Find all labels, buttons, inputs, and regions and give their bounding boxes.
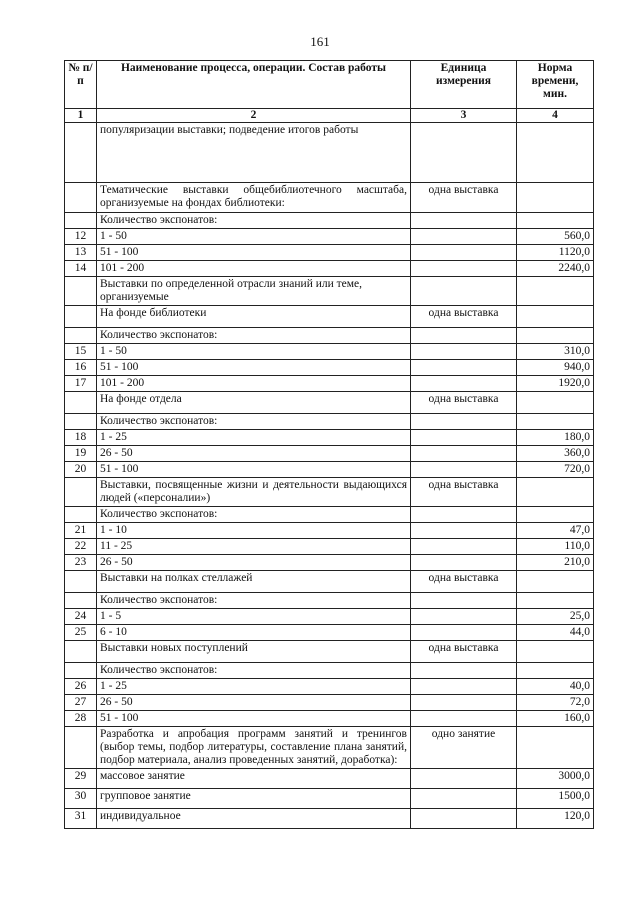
row-number: 16: [65, 360, 97, 376]
row-norm: 560,0: [517, 229, 594, 245]
row-unit: [411, 769, 517, 789]
row-unit: одна выставка: [411, 641, 517, 663]
row-number: 25: [65, 625, 97, 641]
row-unit: [411, 462, 517, 478]
row-unit: [411, 328, 517, 344]
row-unit: [411, 376, 517, 392]
row-name: Разработка и апробация программ занятий и тренингов (выбор темы, подбор литературы, составление плана занятий, подбор материала, анализ проведенных занятий, доработка):: [97, 727, 411, 769]
row-name: Тематические выставки общебиблиотечного масштаба, организуемые на фондах библиотеки:: [97, 183, 411, 213]
row-norm: 160,0: [517, 711, 594, 727]
row-norm: [517, 414, 594, 430]
table-row: [65, 809, 594, 829]
row-name: 51 - 100: [97, 360, 411, 376]
row-norm: [517, 478, 594, 507]
column-index: 4: [517, 109, 594, 123]
row-norm: [517, 183, 594, 213]
row-number: [65, 727, 97, 769]
row-name: Выставки по определенной отрасли знаний или теме, организуемые: [97, 277, 411, 306]
table-row: [65, 769, 594, 789]
row-name: Выставки на полках стеллажей: [97, 571, 411, 593]
row-name: Количество экспонатов:: [97, 663, 411, 679]
row-name: 1 - 50: [97, 229, 411, 245]
row-unit: одна выставка: [411, 183, 517, 213]
row-unit: [411, 213, 517, 229]
table-row: [65, 344, 594, 360]
table-row: [65, 183, 594, 213]
table-row: [65, 679, 594, 695]
row-number: 12: [65, 229, 97, 245]
row-unit: [411, 261, 517, 277]
table-row: [65, 245, 594, 261]
row-unit: [411, 539, 517, 555]
row-norm: 72,0: [517, 695, 594, 711]
row-number: 26: [65, 679, 97, 695]
row-number: 19: [65, 446, 97, 462]
row-norm: 47,0: [517, 523, 594, 539]
row-norm: [517, 213, 594, 229]
row-number: [65, 123, 97, 183]
row-unit: [411, 711, 517, 727]
row-norm: [517, 392, 594, 414]
row-norm: [517, 727, 594, 769]
row-unit: [411, 695, 517, 711]
row-name: 1 - 5: [97, 609, 411, 625]
row-name: Количество экспонатов:: [97, 213, 411, 229]
table-row: [65, 641, 594, 663]
row-unit: одна выставка: [411, 392, 517, 414]
row-name: 1 - 25: [97, 679, 411, 695]
row-name: Выставки новых поступлений: [97, 641, 411, 663]
row-number: [65, 306, 97, 328]
row-norm: 310,0: [517, 344, 594, 360]
table-row: [65, 213, 594, 229]
row-number: 15: [65, 344, 97, 360]
row-norm: 720,0: [517, 462, 594, 478]
row-name: групповое занятие: [97, 789, 411, 809]
column-index: 2: [97, 109, 411, 123]
row-norm: [517, 328, 594, 344]
row-norm: 44,0: [517, 625, 594, 641]
row-number: [65, 392, 97, 414]
row-number: [65, 571, 97, 593]
row-number: [65, 328, 97, 344]
row-name: Количество экспонатов:: [97, 593, 411, 609]
row-number: 27: [65, 695, 97, 711]
header-name: Наименование процесса, операции. Состав работы: [97, 61, 411, 109]
table-row: [65, 446, 594, 462]
header-unit: Единица измерения: [411, 61, 517, 109]
row-unit: [411, 809, 517, 829]
row-number: [65, 507, 97, 523]
column-index-row: [65, 109, 594, 123]
row-norm: 180,0: [517, 430, 594, 446]
row-norm: 2240,0: [517, 261, 594, 277]
row-unit: [411, 414, 517, 430]
table-row: [65, 625, 594, 641]
table-row: [65, 376, 594, 392]
row-unit: [411, 245, 517, 261]
table-row: [65, 727, 594, 769]
table-row: [65, 360, 594, 376]
table-row: [65, 507, 594, 523]
table-row: [65, 593, 594, 609]
row-number: [65, 663, 97, 679]
row-unit: [411, 446, 517, 462]
row-unit: [411, 229, 517, 245]
row-norm: [517, 571, 594, 593]
row-unit: одно занятие: [411, 727, 517, 769]
row-norm: 360,0: [517, 446, 594, 462]
row-norm: [517, 663, 594, 679]
row-number: 28: [65, 711, 97, 727]
row-name: 1 - 25: [97, 430, 411, 446]
table-row: [65, 609, 594, 625]
row-name: Количество экспонатов:: [97, 507, 411, 523]
row-unit: [411, 789, 517, 809]
row-unit: [411, 344, 517, 360]
row-number: 29: [65, 769, 97, 789]
table-header-row: [65, 61, 594, 109]
table-row: [65, 523, 594, 539]
row-norm: [517, 641, 594, 663]
row-name: 101 - 200: [97, 376, 411, 392]
row-norm: 3000,0: [517, 769, 594, 789]
column-index: 3: [411, 109, 517, 123]
table-row: [65, 392, 594, 414]
column-index: 1: [65, 109, 97, 123]
row-number: [65, 277, 97, 306]
row-unit: одна выставка: [411, 478, 517, 507]
row-name: массовое занятие: [97, 769, 411, 789]
row-norm: 940,0: [517, 360, 594, 376]
table-row: [65, 539, 594, 555]
row-unit: [411, 277, 517, 306]
row-name: 101 - 200: [97, 261, 411, 277]
row-norm: 1920,0: [517, 376, 594, 392]
row-name: 26 - 50: [97, 695, 411, 711]
row-norm: [517, 593, 594, 609]
row-name: 51 - 100: [97, 245, 411, 261]
row-norm: [517, 306, 594, 328]
row-name: На фонде библиотеки: [97, 306, 411, 328]
row-name: На фонде отдела: [97, 392, 411, 414]
row-number: 23: [65, 555, 97, 571]
row-name: 51 - 100: [97, 711, 411, 727]
row-unit: [411, 360, 517, 376]
row-number: 31: [65, 809, 97, 829]
table-row: [65, 711, 594, 727]
row-number: 22: [65, 539, 97, 555]
row-number: [65, 641, 97, 663]
row-norm: 120,0: [517, 809, 594, 829]
table-row: [65, 328, 594, 344]
row-unit: [411, 507, 517, 523]
row-unit: [411, 593, 517, 609]
row-norm: 110,0: [517, 539, 594, 555]
table-row: [65, 663, 594, 679]
header-num: № п/п: [65, 61, 97, 109]
row-unit: [411, 523, 517, 539]
row-number: [65, 593, 97, 609]
row-name: Количество экспонатов:: [97, 328, 411, 344]
row-norm: 210,0: [517, 555, 594, 571]
row-number: 20: [65, 462, 97, 478]
table-row: [65, 571, 594, 593]
row-name: 6 - 10: [97, 625, 411, 641]
row-norm: [517, 123, 594, 183]
row-name: Выставки, посвященные жизни и деятельности выдающихся людей («персоналии»): [97, 478, 411, 507]
row-unit: [411, 123, 517, 183]
table-row: [65, 229, 594, 245]
norms-table: [64, 60, 594, 829]
row-name: 51 - 100: [97, 462, 411, 478]
table-row: [65, 123, 594, 183]
row-number: [65, 414, 97, 430]
row-norm: 25,0: [517, 609, 594, 625]
row-unit: [411, 663, 517, 679]
row-name: 26 - 50: [97, 446, 411, 462]
row-number: 14: [65, 261, 97, 277]
table-row: [65, 430, 594, 446]
row-name: Количество экспонатов:: [97, 414, 411, 430]
row-name: 26 - 50: [97, 555, 411, 571]
row-name: 1 - 10: [97, 523, 411, 539]
row-unit: [411, 625, 517, 641]
row-unit: [411, 555, 517, 571]
row-number: 18: [65, 430, 97, 446]
table-row: [65, 695, 594, 711]
row-unit: [411, 430, 517, 446]
row-norm: [517, 277, 594, 306]
row-number: [65, 183, 97, 213]
table-row: [65, 414, 594, 430]
row-norm: 1500,0: [517, 789, 594, 809]
table-row: [65, 462, 594, 478]
row-number: 24: [65, 609, 97, 625]
table-row: [65, 789, 594, 809]
row-name: 1 - 50: [97, 344, 411, 360]
row-unit: одна выставка: [411, 571, 517, 593]
header-norm: Норма времени, мин.: [517, 61, 594, 109]
row-name: 11 - 25: [97, 539, 411, 555]
row-number: 17: [65, 376, 97, 392]
table-row: [65, 277, 594, 306]
row-norm: 1120,0: [517, 245, 594, 261]
row-number: [65, 478, 97, 507]
row-unit: одна выставка: [411, 306, 517, 328]
row-norm: [517, 507, 594, 523]
row-number: [65, 213, 97, 229]
row-name: популяризации выставки; подведение итогов работы: [97, 123, 411, 183]
row-norm: 40,0: [517, 679, 594, 695]
row-name: индивидуальное: [97, 809, 411, 829]
table-row: [65, 555, 594, 571]
row-unit: [411, 679, 517, 695]
row-unit: [411, 609, 517, 625]
row-number: 13: [65, 245, 97, 261]
table-row: [65, 261, 594, 277]
page-number: 161: [310, 34, 330, 49]
table-row: [65, 478, 594, 507]
row-number: 30: [65, 789, 97, 809]
row-number: 21: [65, 523, 97, 539]
table-row: [65, 306, 594, 328]
